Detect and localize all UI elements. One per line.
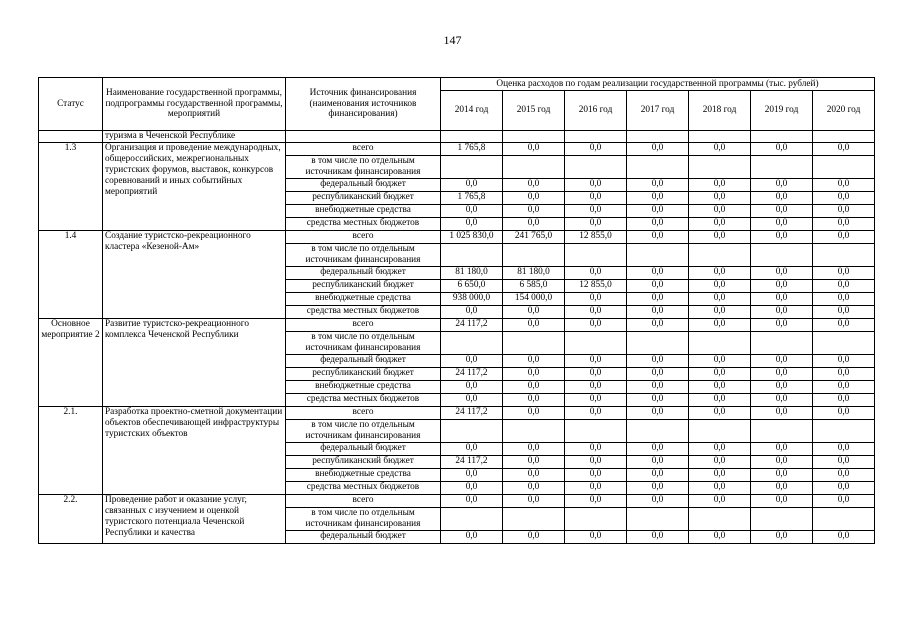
value-cell: 0,0 [813, 531, 875, 544]
value-cell: 0,0 [441, 205, 503, 218]
funding-source-cell: внебюджетные средства [286, 293, 441, 306]
header-year: 2014 год [441, 91, 503, 131]
value-cell: 0,0 [503, 482, 565, 495]
value-cell: 0,0 [751, 319, 813, 332]
value-cell: 0,0 [441, 355, 503, 368]
value-cell: 0,0 [565, 306, 627, 319]
value-cell [441, 156, 503, 179]
value-cell: 81 180,0 [441, 267, 503, 280]
value-cell: 0,0 [565, 368, 627, 381]
value-cell: 0,0 [441, 179, 503, 192]
value-cell: 6 650,0 [441, 280, 503, 293]
table-row [39, 319, 875, 332]
value-cell: 0,0 [813, 205, 875, 218]
value-cell [565, 508, 627, 531]
value-cell [441, 332, 503, 355]
value-cell: 0,0 [689, 280, 751, 293]
value-cell: 0,0 [751, 231, 813, 244]
header-source: Источник финансирования (наименования источников финансирования) [286, 78, 441, 131]
funding-source-cell: средства местных бюджетов [286, 218, 441, 231]
value-cell: 0,0 [503, 407, 565, 420]
value-cell: 0,0 [689, 456, 751, 469]
funding-source-cell: внебюджетные средства [286, 205, 441, 218]
value-cell: 0,0 [813, 143, 875, 156]
value-cell: 0,0 [813, 394, 875, 407]
header-year: 2019 год [751, 91, 813, 131]
continuation-empty-cell [503, 131, 565, 143]
value-cell: 0,0 [441, 443, 503, 456]
value-cell: 0,0 [751, 381, 813, 394]
header-year: 2018 год [689, 91, 751, 131]
funding-source-cell: в том числе по отдельным источникам финансирования [286, 156, 441, 179]
value-cell: 0,0 [689, 381, 751, 394]
page-number: 147 [443, 33, 462, 47]
value-cell: 0,0 [565, 179, 627, 192]
value-cell [565, 420, 627, 443]
value-cell: 0,0 [441, 469, 503, 482]
value-cell: 0,0 [689, 469, 751, 482]
value-cell: 0,0 [689, 443, 751, 456]
value-cell: 0,0 [627, 306, 689, 319]
value-cell: 0,0 [813, 469, 875, 482]
value-cell: 0,0 [627, 381, 689, 394]
value-cell: 0,0 [627, 456, 689, 469]
value-cell: 0,0 [813, 381, 875, 394]
funding-source-cell: в том числе по отдельным источникам финансирования [286, 420, 441, 443]
value-cell: 0,0 [565, 407, 627, 420]
value-cell: 0,0 [503, 218, 565, 231]
value-cell: 0,0 [503, 179, 565, 192]
value-cell: 0,0 [751, 456, 813, 469]
continuation-empty-cell [441, 131, 503, 143]
value-cell [503, 244, 565, 267]
value-cell: 0,0 [751, 192, 813, 205]
continuation-empty-cell [689, 131, 751, 143]
value-cell [441, 508, 503, 531]
value-cell [503, 156, 565, 179]
value-cell: 0,0 [813, 407, 875, 420]
value-cell: 0,0 [627, 319, 689, 332]
value-cell: 0,0 [813, 267, 875, 280]
continuation-empty-cell [627, 131, 689, 143]
value-cell: 0,0 [627, 482, 689, 495]
value-cell: 0,0 [751, 531, 813, 544]
value-cell: 0,0 [689, 319, 751, 332]
value-cell [565, 332, 627, 355]
value-cell: 0,0 [565, 482, 627, 495]
value-cell: 0,0 [565, 355, 627, 368]
value-cell [813, 420, 875, 443]
value-cell: 0,0 [689, 192, 751, 205]
value-cell: 0,0 [813, 306, 875, 319]
value-cell [689, 332, 751, 355]
funding-source-cell: федеральный бюджет [286, 179, 441, 192]
value-cell: 0,0 [627, 293, 689, 306]
value-cell: 0,0 [689, 179, 751, 192]
value-cell: 0,0 [751, 482, 813, 495]
value-cell: 0,0 [627, 443, 689, 456]
funding-source-cell: республиканский бюджет [286, 192, 441, 205]
value-cell: 0,0 [813, 218, 875, 231]
value-cell: 1 765,8 [441, 192, 503, 205]
value-cell [751, 508, 813, 531]
value-cell: 0,0 [689, 531, 751, 544]
table-row [39, 495, 875, 508]
value-cell: 0,0 [627, 531, 689, 544]
value-cell: 0,0 [565, 192, 627, 205]
value-cell: 0,0 [627, 143, 689, 156]
value-cell: 0,0 [503, 443, 565, 456]
funding-source-cell: всего [286, 143, 441, 156]
funding-source-cell: федеральный бюджет [286, 355, 441, 368]
value-cell [503, 508, 565, 531]
value-cell [689, 508, 751, 531]
value-cell: 0,0 [441, 531, 503, 544]
value-cell: 0,0 [751, 355, 813, 368]
value-cell: 0,0 [751, 407, 813, 420]
value-cell: 0,0 [689, 407, 751, 420]
value-cell: 0,0 [751, 495, 813, 508]
value-cell: 0,0 [751, 205, 813, 218]
value-cell: 0,0 [441, 218, 503, 231]
header-year: 2020 год [813, 91, 875, 131]
value-cell: 6 585,0 [503, 280, 565, 293]
header-name: Наименование государственной программы, подпрограммы государственной программы, мероприятий [103, 78, 286, 131]
value-cell: 0,0 [503, 531, 565, 544]
continuation-empty-cell [751, 131, 813, 143]
continuation-name: туризма в Чеченской Республике [103, 131, 286, 143]
value-cell: 0,0 [627, 355, 689, 368]
value-cell: 0,0 [627, 231, 689, 244]
value-cell: 0,0 [751, 443, 813, 456]
value-cell: 0,0 [565, 293, 627, 306]
value-cell [813, 156, 875, 179]
value-cell: 12 855,0 [565, 231, 627, 244]
value-cell [751, 332, 813, 355]
funding-source-cell: внебюджетные средства [286, 381, 441, 394]
value-cell: 0,0 [627, 394, 689, 407]
value-cell: 0,0 [627, 205, 689, 218]
value-cell: 0,0 [813, 280, 875, 293]
value-cell: 0,0 [503, 143, 565, 156]
value-cell [627, 508, 689, 531]
value-cell: 938 000,0 [441, 293, 503, 306]
value-cell [751, 156, 813, 179]
value-cell: 0,0 [503, 381, 565, 394]
funding-source-cell: внебюджетные средства [286, 469, 441, 482]
funding-source-cell: всего [286, 231, 441, 244]
value-cell: 0,0 [503, 368, 565, 381]
value-cell: 0,0 [503, 355, 565, 368]
funding-source-cell: республиканский бюджет [286, 368, 441, 381]
value-cell: 0,0 [689, 231, 751, 244]
value-cell: 0,0 [813, 319, 875, 332]
funding-source-cell: средства местных бюджетов [286, 394, 441, 407]
value-cell: 0,0 [565, 456, 627, 469]
value-cell [813, 332, 875, 355]
value-cell: 0,0 [751, 280, 813, 293]
value-cell: 0,0 [503, 469, 565, 482]
value-cell [565, 244, 627, 267]
continuation-row [39, 131, 875, 143]
value-cell: 0,0 [813, 495, 875, 508]
value-cell: 0,0 [813, 456, 875, 469]
value-cell: 0,0 [565, 495, 627, 508]
value-cell: 0,0 [503, 306, 565, 319]
value-cell: 0,0 [503, 495, 565, 508]
value-cell: 0,0 [627, 218, 689, 231]
funding-source-cell: всего [286, 495, 441, 508]
status-cell: 2.1. [39, 407, 103, 495]
funding-source-cell: всего [286, 319, 441, 332]
value-cell: 0,0 [565, 267, 627, 280]
value-cell: 0,0 [689, 267, 751, 280]
value-cell: 0,0 [441, 381, 503, 394]
value-cell [627, 244, 689, 267]
funding-source-cell: средства местных бюджетов [286, 306, 441, 319]
program-name-cell: Организация и проведение международных, общероссийских, межрегиональных туристских форумов, выставок, конкурсов соревнований и иных событийных мероприятий [103, 143, 286, 231]
value-cell: 0,0 [503, 394, 565, 407]
value-cell: 12 855,0 [565, 280, 627, 293]
value-cell [503, 332, 565, 355]
value-cell: 0,0 [813, 443, 875, 456]
value-cell: 0,0 [751, 179, 813, 192]
value-cell: 0,0 [503, 456, 565, 469]
funding-source-cell: федеральный бюджет [286, 443, 441, 456]
value-cell [441, 420, 503, 443]
value-cell [627, 332, 689, 355]
header-year: 2015 год [503, 91, 565, 131]
value-cell: 0,0 [565, 381, 627, 394]
value-cell [503, 420, 565, 443]
funding-source-cell: федеральный бюджет [286, 267, 441, 280]
value-cell: 0,0 [503, 319, 565, 332]
value-cell: 1 765,8 [441, 143, 503, 156]
program-name-cell: Создание туристско-рекреационного кластера «Кезеной-Ам» [103, 231, 286, 319]
value-cell: 0,0 [503, 205, 565, 218]
status-cell: 1.3 [39, 143, 103, 231]
table-row [39, 407, 875, 420]
value-cell: 1 025 830,0 [441, 231, 503, 244]
value-cell: 0,0 [689, 205, 751, 218]
value-cell: 0,0 [565, 531, 627, 544]
value-cell: 0,0 [627, 280, 689, 293]
value-cell: 0,0 [503, 192, 565, 205]
value-cell: 0,0 [565, 143, 627, 156]
value-cell: 0,0 [751, 469, 813, 482]
funding-source-cell: федеральный бюджет [286, 531, 441, 544]
value-cell: 0,0 [565, 469, 627, 482]
funding-source-cell: в том числе по отдельным источникам финансирования [286, 508, 441, 531]
program-name-cell: Развитие туристско-рекреационного комплекса Чеченской Республики [103, 319, 286, 407]
program-name-cell: Разработка проектно-сметной документации объектов обеспечивающей инфраструктуры туристских объектов [103, 407, 286, 495]
value-cell: 24 117,2 [441, 319, 503, 332]
value-cell [813, 244, 875, 267]
budget-body [39, 131, 875, 544]
value-cell: 0,0 [689, 143, 751, 156]
program-name-cell: Проведение работ и оказание услуг, связанных с изучением и оценкой туристского потенциала Чеченской Республики и качества [103, 495, 286, 544]
value-cell: 0,0 [441, 394, 503, 407]
funding-source-cell: в том числе по отдельным источникам финансирования [286, 244, 441, 267]
header-year: 2016 год [565, 91, 627, 131]
value-cell [751, 244, 813, 267]
value-cell: 0,0 [565, 394, 627, 407]
value-cell: 0,0 [813, 355, 875, 368]
value-cell: 0,0 [627, 368, 689, 381]
value-cell: 0,0 [627, 192, 689, 205]
value-cell: 0,0 [751, 267, 813, 280]
funding-source-cell: республиканский бюджет [286, 280, 441, 293]
value-cell [627, 156, 689, 179]
value-cell: 0,0 [813, 231, 875, 244]
continuation-source-cell [286, 131, 441, 143]
value-cell: 24 117,2 [441, 368, 503, 381]
value-cell: 0,0 [813, 293, 875, 306]
continuation-empty-cell [565, 131, 627, 143]
header-year: 2017 год [627, 91, 689, 131]
value-cell: 0,0 [751, 293, 813, 306]
funding-source-cell: в том числе по отдельным источникам финансирования [286, 332, 441, 355]
value-cell: 0,0 [441, 306, 503, 319]
value-cell: 0,0 [689, 306, 751, 319]
value-cell: 0,0 [441, 495, 503, 508]
value-cell: 0,0 [565, 205, 627, 218]
value-cell: 0,0 [813, 192, 875, 205]
value-cell: 0,0 [751, 368, 813, 381]
funding-source-cell: средства местных бюджетов [286, 482, 441, 495]
value-cell [689, 156, 751, 179]
header-estimate: Оценка расходов по годам реализации государственной программы (тыс. рублей) [441, 78, 875, 91]
value-cell: 0,0 [689, 495, 751, 508]
value-cell: 0,0 [689, 368, 751, 381]
value-cell: 0,0 [813, 368, 875, 381]
value-cell: 0,0 [751, 306, 813, 319]
value-cell [751, 420, 813, 443]
value-cell: 0,0 [751, 143, 813, 156]
value-cell [441, 244, 503, 267]
value-cell: 0,0 [751, 218, 813, 231]
table-row [39, 231, 875, 244]
header-status: Статус [39, 78, 103, 131]
value-cell [689, 420, 751, 443]
value-cell: 0,0 [627, 267, 689, 280]
value-cell: 0,0 [689, 218, 751, 231]
continuation-empty-cell [813, 131, 875, 143]
value-cell [689, 244, 751, 267]
budget-table [38, 77, 875, 544]
status-cell: 2.2. [39, 495, 103, 544]
value-cell: 0,0 [689, 293, 751, 306]
value-cell: 0,0 [627, 407, 689, 420]
table-row [39, 143, 875, 156]
value-cell: 24 117,2 [441, 407, 503, 420]
status-cell: Основное мероприятие 2 [39, 319, 103, 407]
funding-source-cell: всего [286, 407, 441, 420]
value-cell: 24 117,2 [441, 456, 503, 469]
value-cell: 241 765,0 [503, 231, 565, 244]
value-cell: 0,0 [813, 179, 875, 192]
value-cell: 0,0 [689, 482, 751, 495]
value-cell: 0,0 [627, 495, 689, 508]
value-cell: 81 180,0 [503, 267, 565, 280]
funding-source-cell: республиканский бюджет [286, 456, 441, 469]
continuation-status-cell [39, 131, 103, 143]
value-cell [813, 508, 875, 531]
value-cell: 0,0 [751, 394, 813, 407]
value-cell: 0,0 [565, 443, 627, 456]
status-cell: 1.4 [39, 231, 103, 319]
value-cell: 0,0 [565, 319, 627, 332]
value-cell: 0,0 [441, 482, 503, 495]
value-cell [565, 156, 627, 179]
value-cell: 0,0 [627, 469, 689, 482]
value-cell: 0,0 [813, 482, 875, 495]
value-cell: 0,0 [627, 179, 689, 192]
value-cell: 154 000,0 [503, 293, 565, 306]
value-cell: 0,0 [689, 355, 751, 368]
value-cell: 0,0 [689, 394, 751, 407]
value-cell [627, 420, 689, 443]
value-cell: 0,0 [565, 218, 627, 231]
